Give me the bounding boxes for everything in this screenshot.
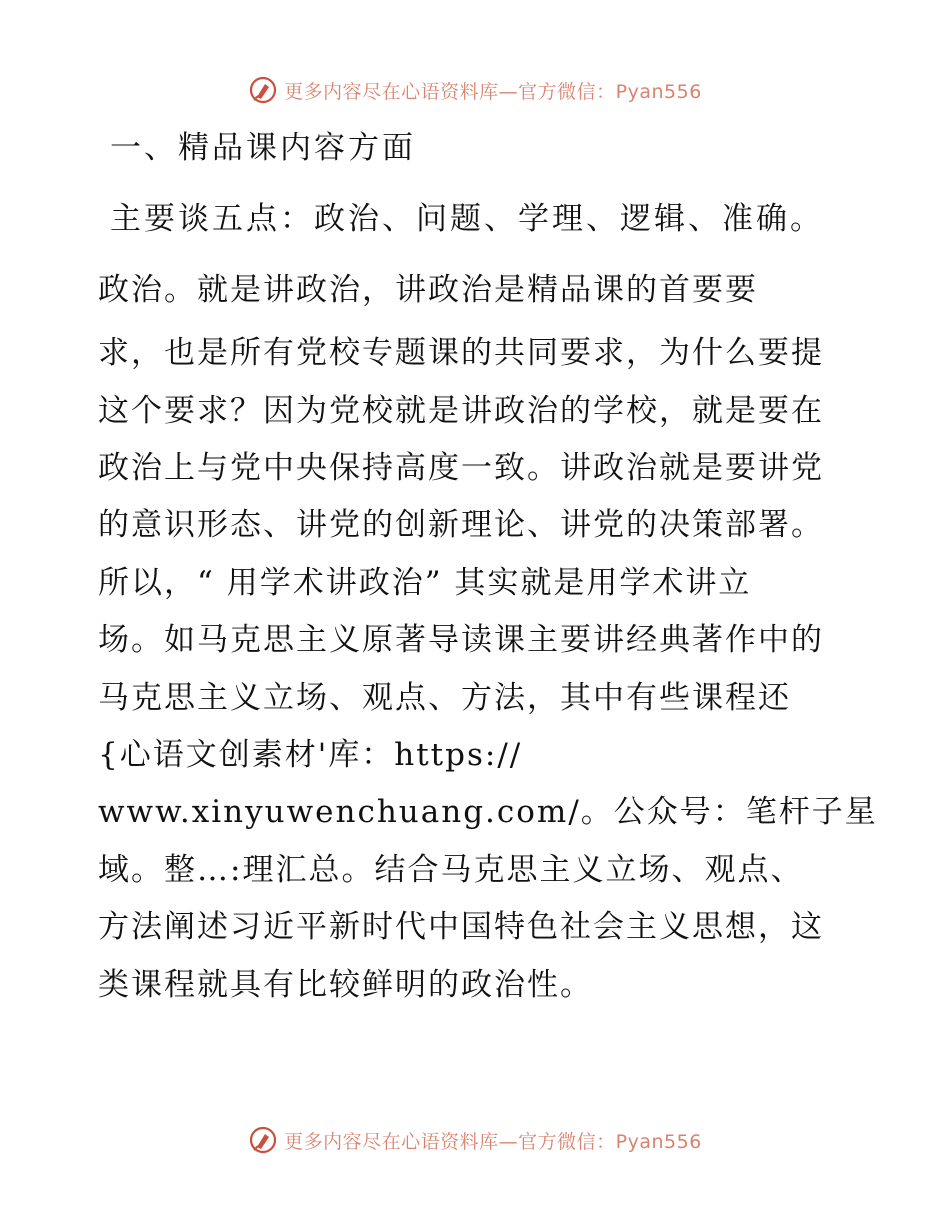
body-line: 域。整…:理汇总。结合马克思主义立场、观点、 <box>98 852 804 888</box>
body-line: 求，也是所有党校专题课的共同要求，为什么要提 <box>98 335 824 371</box>
body-line: 政治。就是讲政治，讲政治是精品课的首要要 <box>98 272 758 308</box>
watermark-text: 更多内容尽在心语资料库—官方微信：Pyan556 <box>284 80 702 103</box>
header-watermark <box>0 70 950 110</box>
body-line: 马克思主义立场、观点、方法，其中有些课程还 <box>98 680 791 716</box>
watermark-text: 更多内容尽在心语资料库—官方微信：Pyan556 <box>284 1130 702 1153</box>
body-line: 类课程就具有比较鲜明的政治性。 <box>98 967 593 1003</box>
pen-nib-circle-icon <box>248 1125 278 1155</box>
pen-nib-circle-icon <box>248 75 278 105</box>
body-line: 所以，“ 用学术讲政治” 其实就是用学术讲立 <box>98 565 752 601</box>
body-line: 的意识形态、讲党的创新理论、讲党的决策部署。 <box>98 507 824 543</box>
body-line: 这个要求？因为党校就是讲政治的学校，就是要在 <box>98 393 824 429</box>
footer-watermark <box>0 1120 950 1160</box>
body-line: 政治上与党中央保持高度一致。讲政治就是要讲党 <box>98 450 824 486</box>
body-line: 方法阐述习近平新时代中国特色社会主义思想，这 <box>98 909 824 945</box>
section-subheading: 主要谈五点：政治、问题、学理、逻辑、准确。 <box>110 201 824 237</box>
body-line: www.xinyuwenchuang.com/。公众号：笔杆子星 <box>98 794 878 830</box>
body-line: 场。如马克思主义原著导读课主要讲经典著作中的 <box>98 622 824 658</box>
section-heading: 一、精品课内容方面 <box>110 130 416 166</box>
body-line: {心语文创素材'库：https:// <box>98 737 523 773</box>
